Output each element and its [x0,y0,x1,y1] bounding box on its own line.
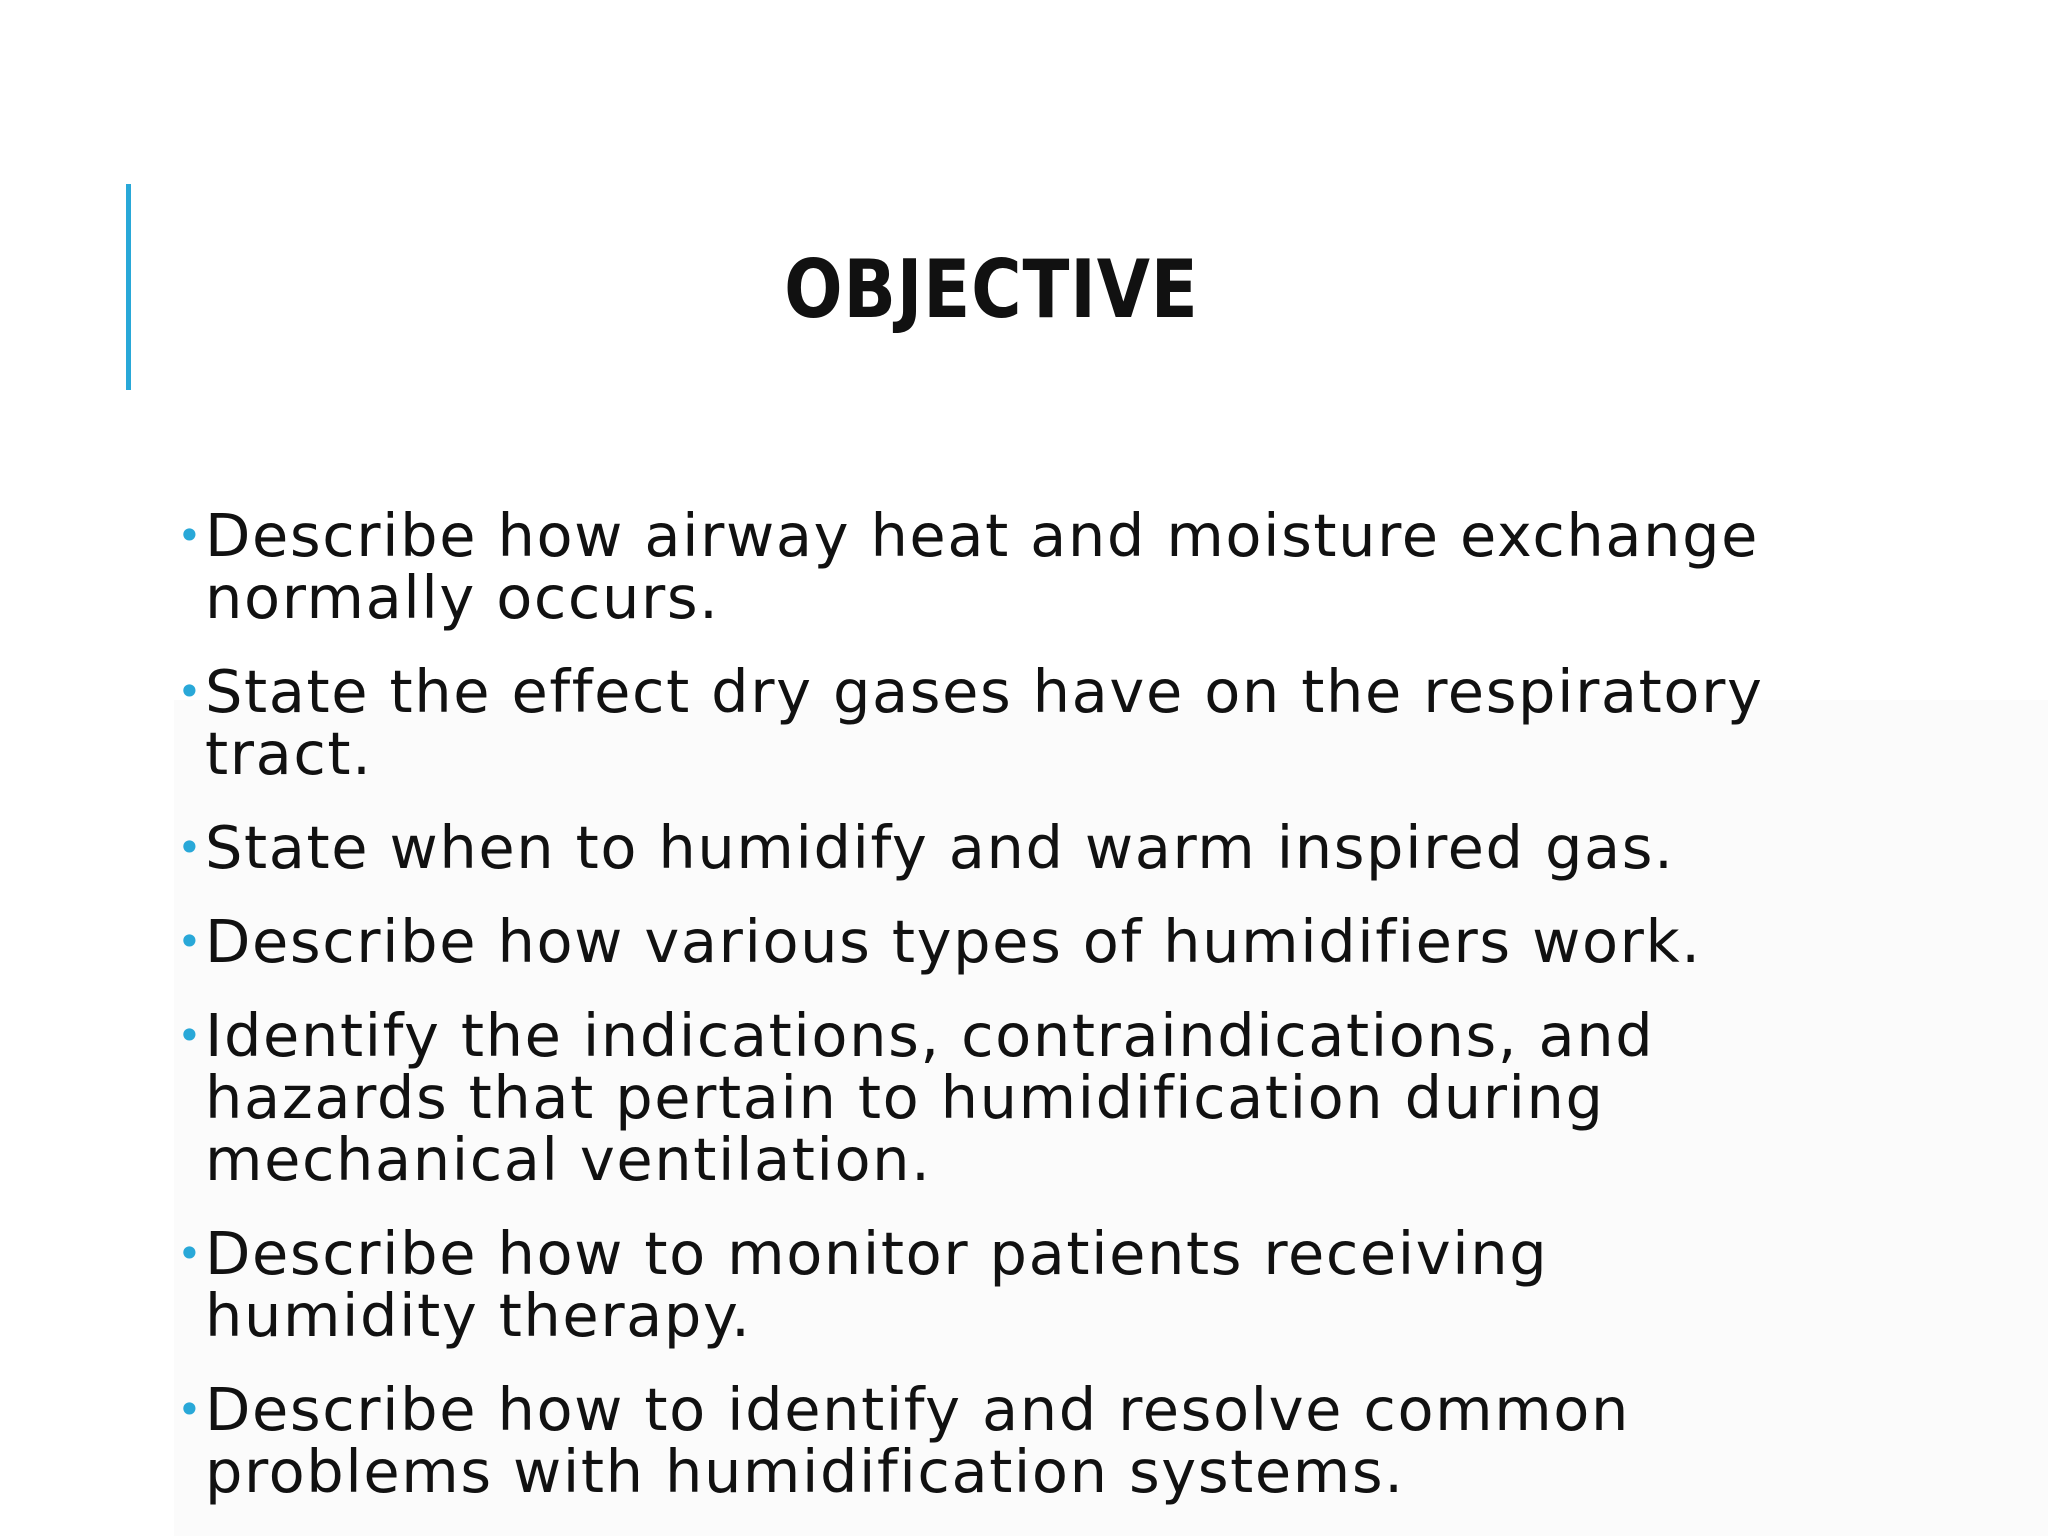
bullet-item-airway-exchange: • Describe how airway heat and moisture exchange normally occurs. [180,505,1780,629]
bullet-item-when-to-humidify: • State when to humidify and warm inspired gas. [180,817,1780,879]
title-accent-bar [126,184,131,390]
bullet-item-resolve-problems: • Describe how to identify and resolve common problems with humidification systems. [180,1379,1780,1503]
bullet-item-humidifier-types: • Describe how various types of humidifiers work. [180,911,1780,973]
slide-title: OBJECTIVE [784,243,1199,336]
objective-bullet-list [180,501,1780,1535]
bullet-item-monitor-patients: • Describe how to monitor patients receiving humidity therapy. [180,1223,1780,1347]
bullet-item-dry-gases-effect: • State the effect dry gases have on the respiratory tract. [180,661,1780,785]
bullet-item-indications-hazards: • Identify the indications, contraindications, and hazards that pertain to humidification during mechanical ventilation. [180,1005,1780,1191]
